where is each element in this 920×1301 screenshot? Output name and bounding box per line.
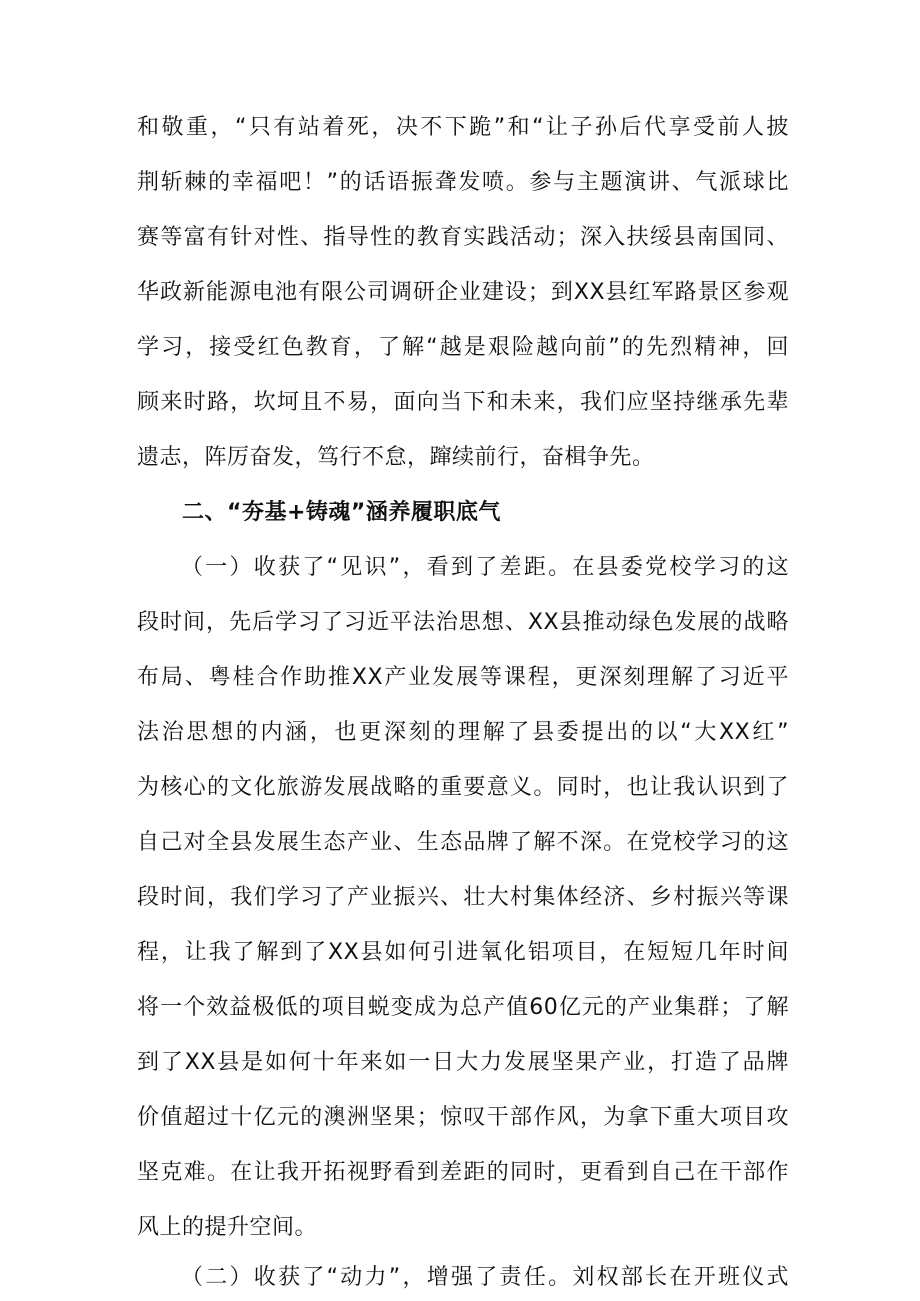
text-line: 将一个效益极低的项目蜕变成为总产值60亿元的产业集群；了解	[137, 995, 789, 1020]
text-line: 风上的提升空间。	[137, 1215, 318, 1240]
text-line: 荆斩棘的幸福吧！”的话语振聋发喷。参与主题演讲、气派球比	[137, 170, 789, 195]
text-line: 自己对全县发展生态产业、生态品牌了解不深。在党校学习的这	[137, 830, 789, 855]
text-line: 和敬重，“只有站着死，决不下跪”和“让子孙后代享受前人披	[137, 115, 789, 140]
text-line: 赛等富有针对性、指导性的教育实践活动；深入扶绥县南国同、	[137, 225, 789, 250]
text-line: 顾来时路，坎坷且不易，面向当下和未来，我们应坚持继承先辈	[137, 390, 789, 415]
text-line: 坚克难。在让我开拓视野看到差距的同时，更看到自己在干部作	[137, 1160, 789, 1185]
text-line: （一）收获了“见识”，看到了差距。在县委党校学习的这	[181, 555, 789, 580]
text-line: 段时间，先后学习了习近平法治思想、XX县推动绿色发展的战略	[137, 610, 789, 635]
section-heading: 二、“夯基+铸魂”涵养履职底气	[182, 500, 501, 525]
text-line: 布局、粤桂合作助推XX产业发展等课程，更深刻理解了习近平	[137, 665, 789, 690]
text-line: 为核心的文化旅游发展战略的重要意义。同时，也让我认识到了	[137, 775, 789, 800]
text-line: 法治思想的内涵，也更深刻的理解了县委提出的以“大XX红”	[137, 720, 789, 745]
text-line: 华政新能源电池有限公司调研企业建设；到XX县红军路景区参观	[137, 280, 789, 305]
text-line: 学习，接受红色教育，了解“越是艰险越向前”的先烈精神，回	[137, 335, 789, 360]
text-line: 到了XX县是如何十年来如一日大力发展坚果产业，打造了品牌	[137, 1050, 789, 1075]
text-line: 程，让我了解到了XX县如何引进氧化铝项目，在短短几年时间	[137, 940, 789, 965]
text-line: （二）收获了“动力”，增强了责任。刘权部长在开班仪式	[181, 1265, 789, 1290]
text-line: 遗志，阵厉奋发，笃行不怠，蹿续前行，奋楫争先。	[137, 445, 655, 470]
text-line: 段时间，我们学习了产业振兴、壮大村集体经济、乡村振兴等课	[137, 885, 789, 910]
text-line: 价值超过十亿元的澳洲坚果；惊叹干部作风，为拿下重大项目攻	[137, 1105, 789, 1130]
